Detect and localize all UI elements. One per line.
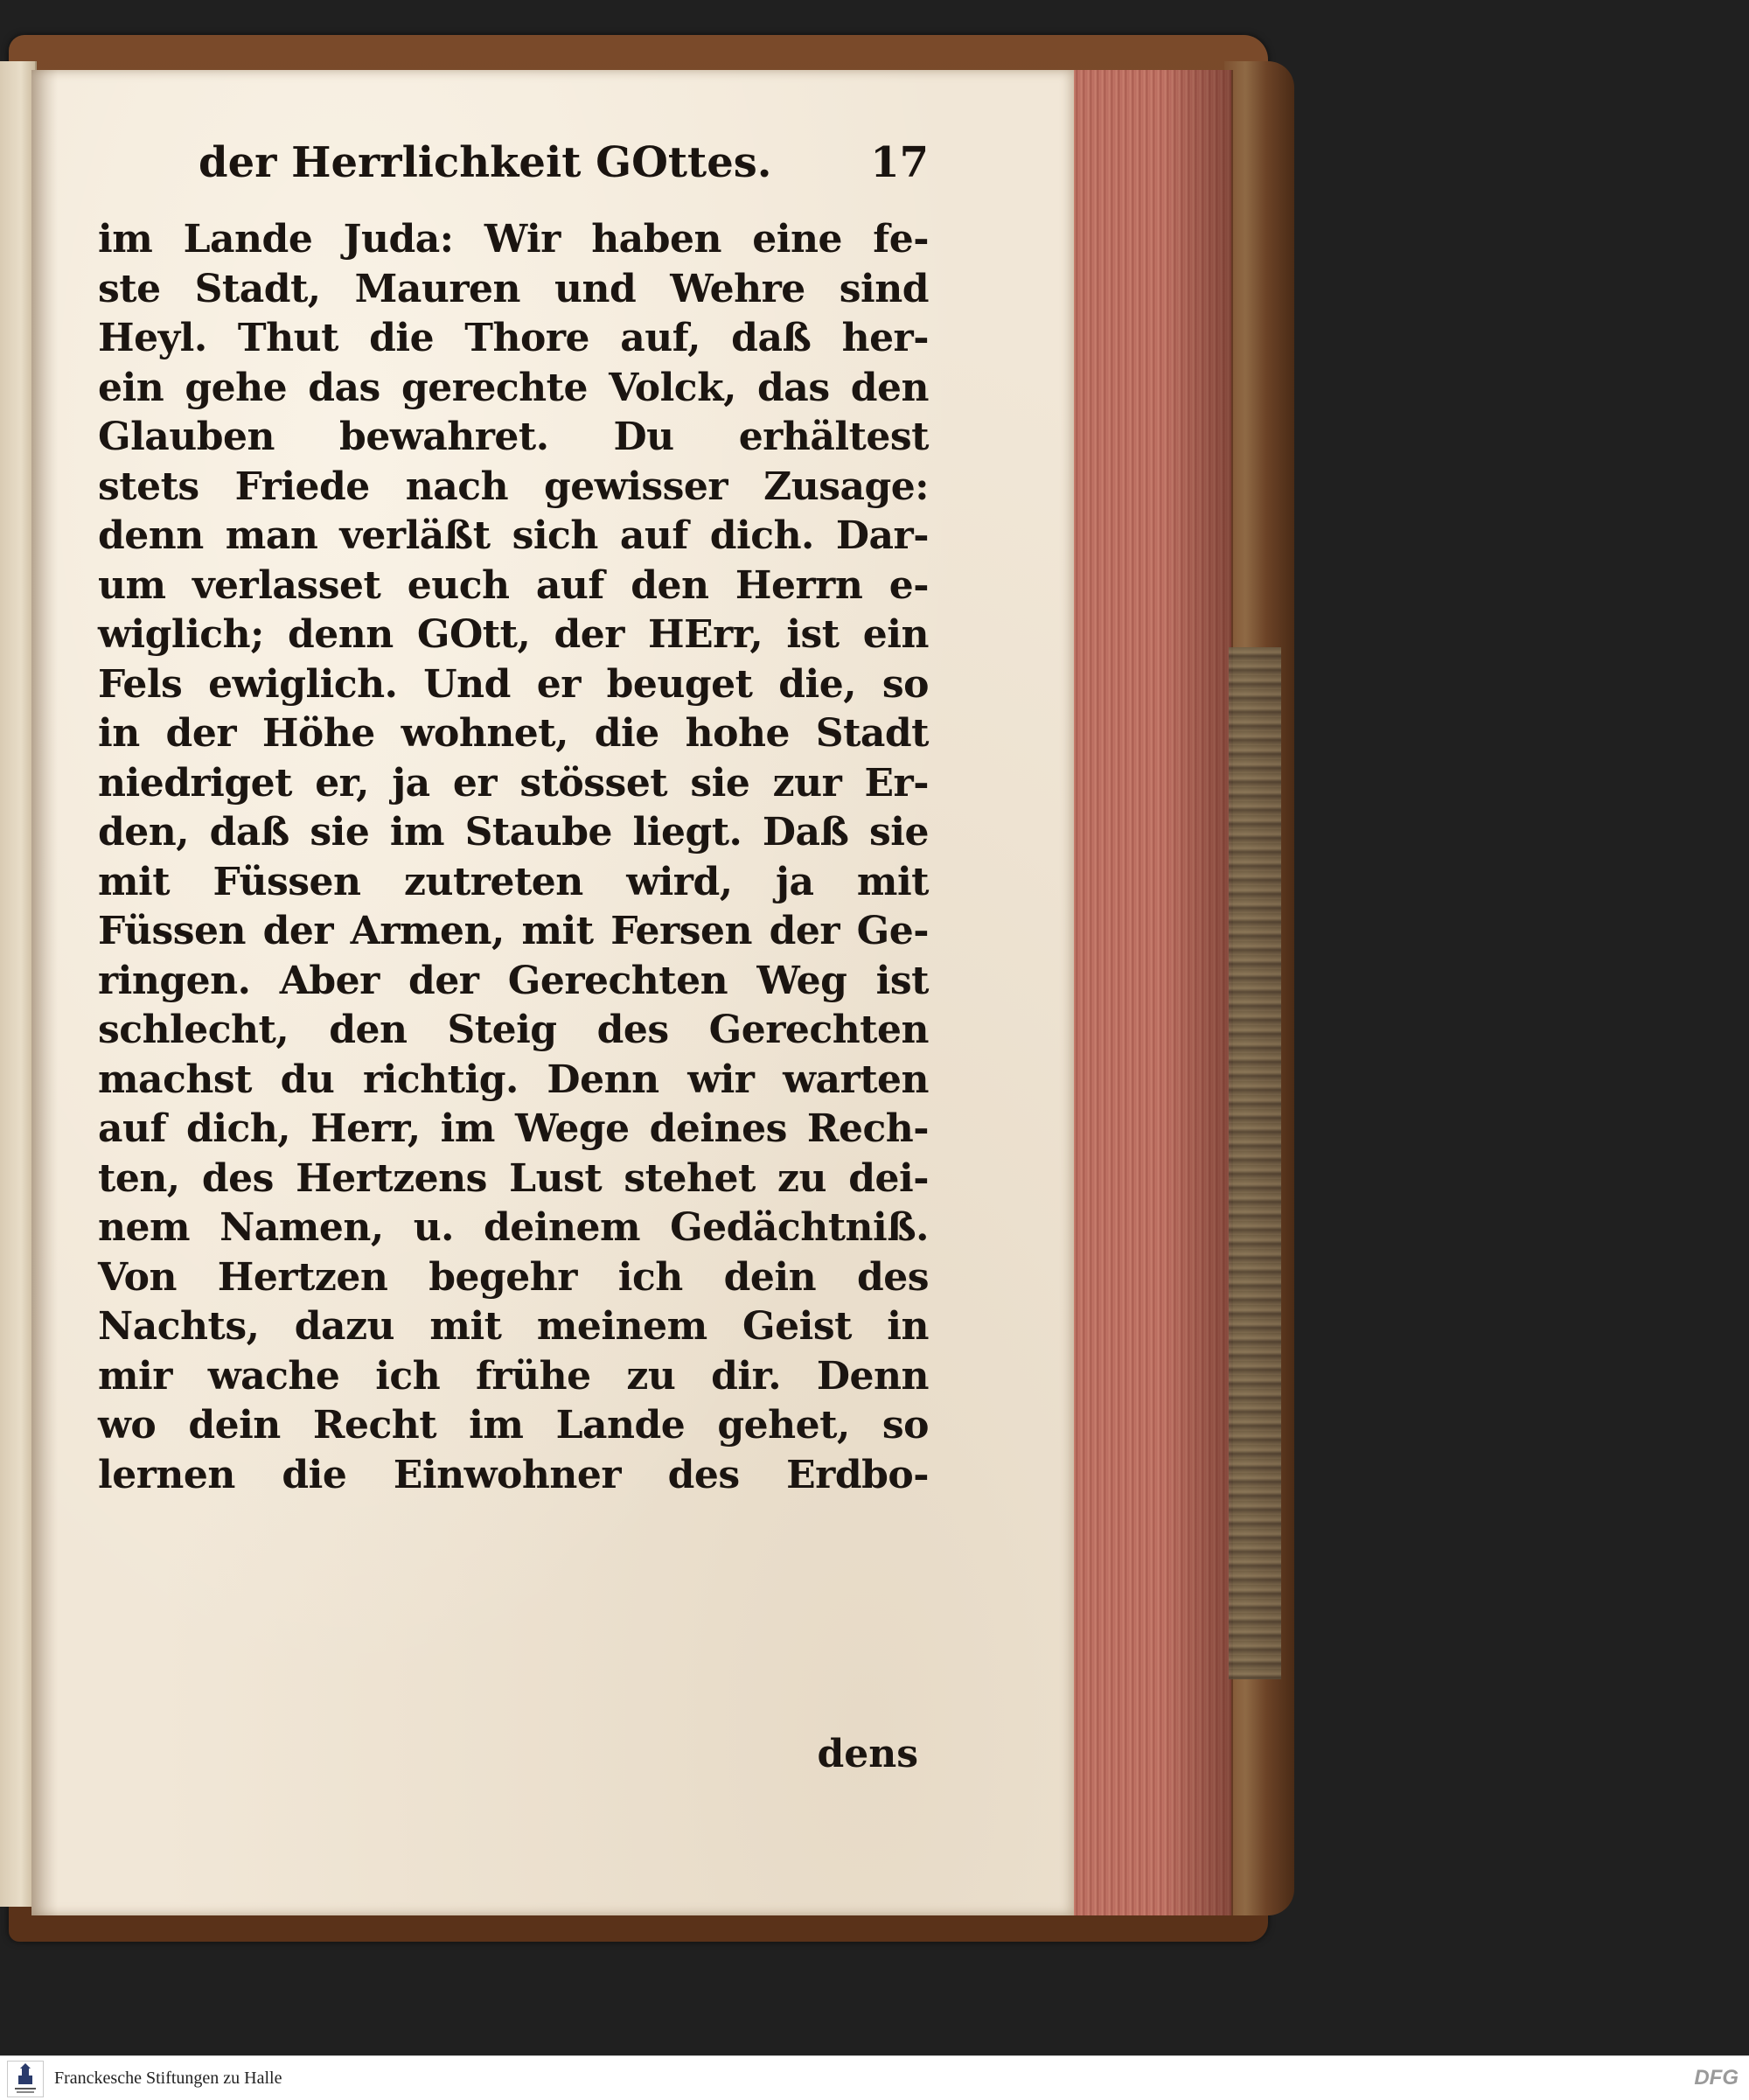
page-number: 17: [870, 138, 929, 187]
text-line: machst du richtig. Denn wir warten: [98, 1057, 929, 1102]
text-line: mir wache ich frühe zu dir. Denn: [98, 1353, 929, 1399]
text-line: ein gehe das gerechte Volck, das den: [98, 365, 929, 410]
text-line: schlecht, den Steig des Gerechten: [98, 1008, 929, 1052]
text-line: denn man verläßt sich auf dich. Dar-: [98, 513, 929, 558]
text-line: mit Füssen zutreten wird, ja mit: [98, 859, 929, 904]
text-line: Von Hertzen begehr ich dein des: [98, 1254, 929, 1300]
text-line: Füssen der Armen, mit Fersen der Ge-: [98, 909, 929, 953]
text-line: ten, des Hertzens Lust stehet zu dei-: [98, 1155, 929, 1201]
fore-edge-shadow: [1163, 70, 1233, 1915]
text-line: Fels ewiglich. Und er beuget die, so: [98, 661, 929, 707]
text-line: Nachts, dazu mit meinem Geist in: [98, 1304, 929, 1349]
text-line: stets Friede nach gewisser Zusage:: [98, 464, 929, 509]
text-line: auf dich, Herr, im Wege deines Rech-: [98, 1106, 929, 1151]
text-line: im Lande Juda: Wir haben eine fe-: [98, 217, 929, 262]
franckesche-stiftungen-logo-icon[interactable]: [7, 2061, 44, 2097]
text-line: nem Namen, u. deinem Gedächtniß.: [98, 1205, 929, 1250]
text-line: den, daß sie im Staube liegt. Daß sie: [98, 810, 929, 855]
text-line: niedriget er, ja er stösset sie zur Er-: [98, 760, 929, 806]
catchword: dens: [817, 1732, 918, 1776]
text-line: um verlasset euch auf den Herrn e-: [98, 562, 929, 608]
text-line: ringen. Aber der Gerechten Weg ist: [98, 958, 929, 1003]
text-line: lernen die Einwohner des Erdbo-: [98, 1452, 929, 1497]
text-line: ste Stadt, Mauren und Wehre sind: [98, 266, 929, 311]
dfg-logo[interactable]: DFG: [1694, 2066, 1739, 2090]
text-line: in der Höhe wohnet, die hohe Stadt: [98, 711, 929, 756]
page-body-text: [98, 215, 929, 1500]
logo-mark-icon: [8, 2062, 43, 2097]
viewer-footer: [0, 2055, 1749, 2100]
text-line: Glauben bewahret. Du erhältest: [98, 415, 929, 459]
institution-name[interactable]: Franckesche Stiftungen zu Halle: [54, 2069, 282, 2088]
running-head-title: der Herrlichkeit GOttes.: [199, 138, 772, 187]
worn-binding-edge: [1229, 647, 1281, 1679]
text-line: Heyl. Thut die Thore auf, daß her-: [98, 316, 929, 360]
running-head: [98, 138, 929, 199]
page-gutter: [31, 70, 58, 1915]
text-line: wo dein Recht im Lande gehet, so: [98, 1403, 929, 1448]
text-line: wiglich; denn GOtt, der HErr, ist ein: [98, 612, 929, 657]
